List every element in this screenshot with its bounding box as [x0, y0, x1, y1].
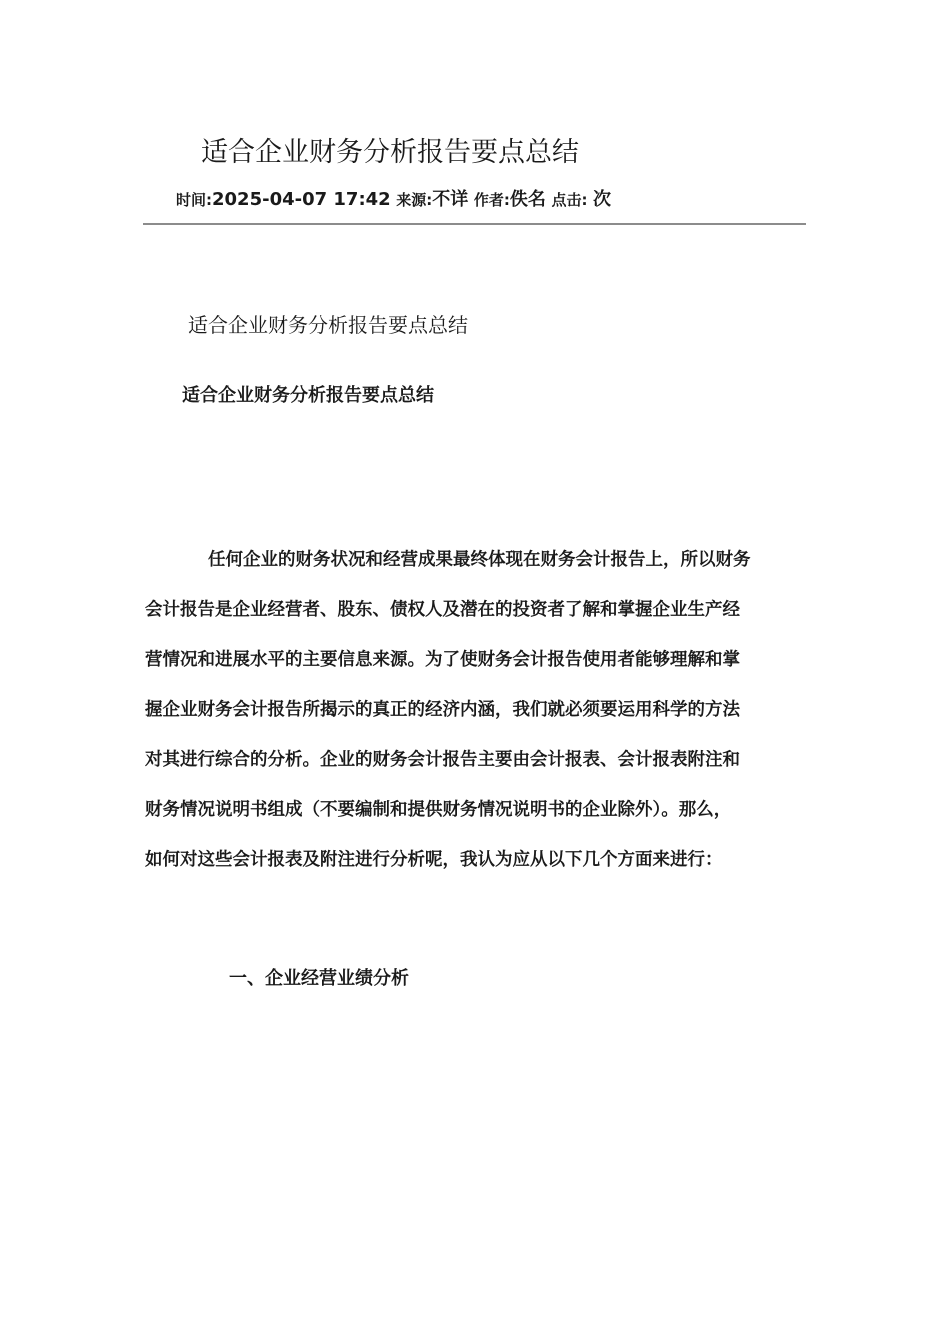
- clicks-value: 次: [593, 189, 612, 210]
- source-label: 来源:: [396, 191, 433, 209]
- article-paragraph: [145, 544, 815, 894]
- time-label: 时间:: [176, 191, 212, 209]
- article-subtitle: 适合企业财务分析报告要点总结: [188, 313, 468, 337]
- source-value: 不详: [432, 189, 469, 210]
- article-title: 适合企业财务分析报告要点总结: [201, 137, 579, 168]
- paragraph-line: 财务情况说明书组成（不要编制和提供财务情况说明书的企业除外）。那么，: [145, 800, 732, 820]
- header-divider: [143, 223, 806, 225]
- paragraph-line: 任何企业的财务状况和经营成果最终体现在财务会计报告上，所以财务: [208, 550, 751, 570]
- author-value: 佚名: [509, 189, 546, 210]
- section-heading: 一、企业经营业绩分析: [229, 968, 409, 989]
- paragraph-line: 握企业财务会计报告所揭示的真正的经济内涵，我们就必须要运用科学的方法: [145, 700, 740, 720]
- article-meta: [176, 186, 611, 214]
- paragraph-line: 对其进行综合的分析。企业的财务会计报告主要由会计报表、会计报表附注和: [145, 750, 740, 770]
- article-bold-title: 适合企业财务分析报告要点总结: [182, 385, 434, 406]
- paragraph-line: 营情况和进展水平的主要信息来源。为了使财务会计报告使用者能够理解和掌: [145, 650, 740, 670]
- time-value: 2025-04-07 17:42: [212, 189, 391, 210]
- paragraph-line: 如何对这些会计报表及附注进行分析呢，我认为应从以下几个方面来进行：: [145, 850, 723, 870]
- paragraph-line: 会计报告是企业经营者、股东、债权人及潜在的投资者了解和掌握企业生产经: [145, 600, 740, 620]
- clicks-label: 点击:: [551, 191, 588, 209]
- author-label: 作者:: [473, 191, 510, 209]
